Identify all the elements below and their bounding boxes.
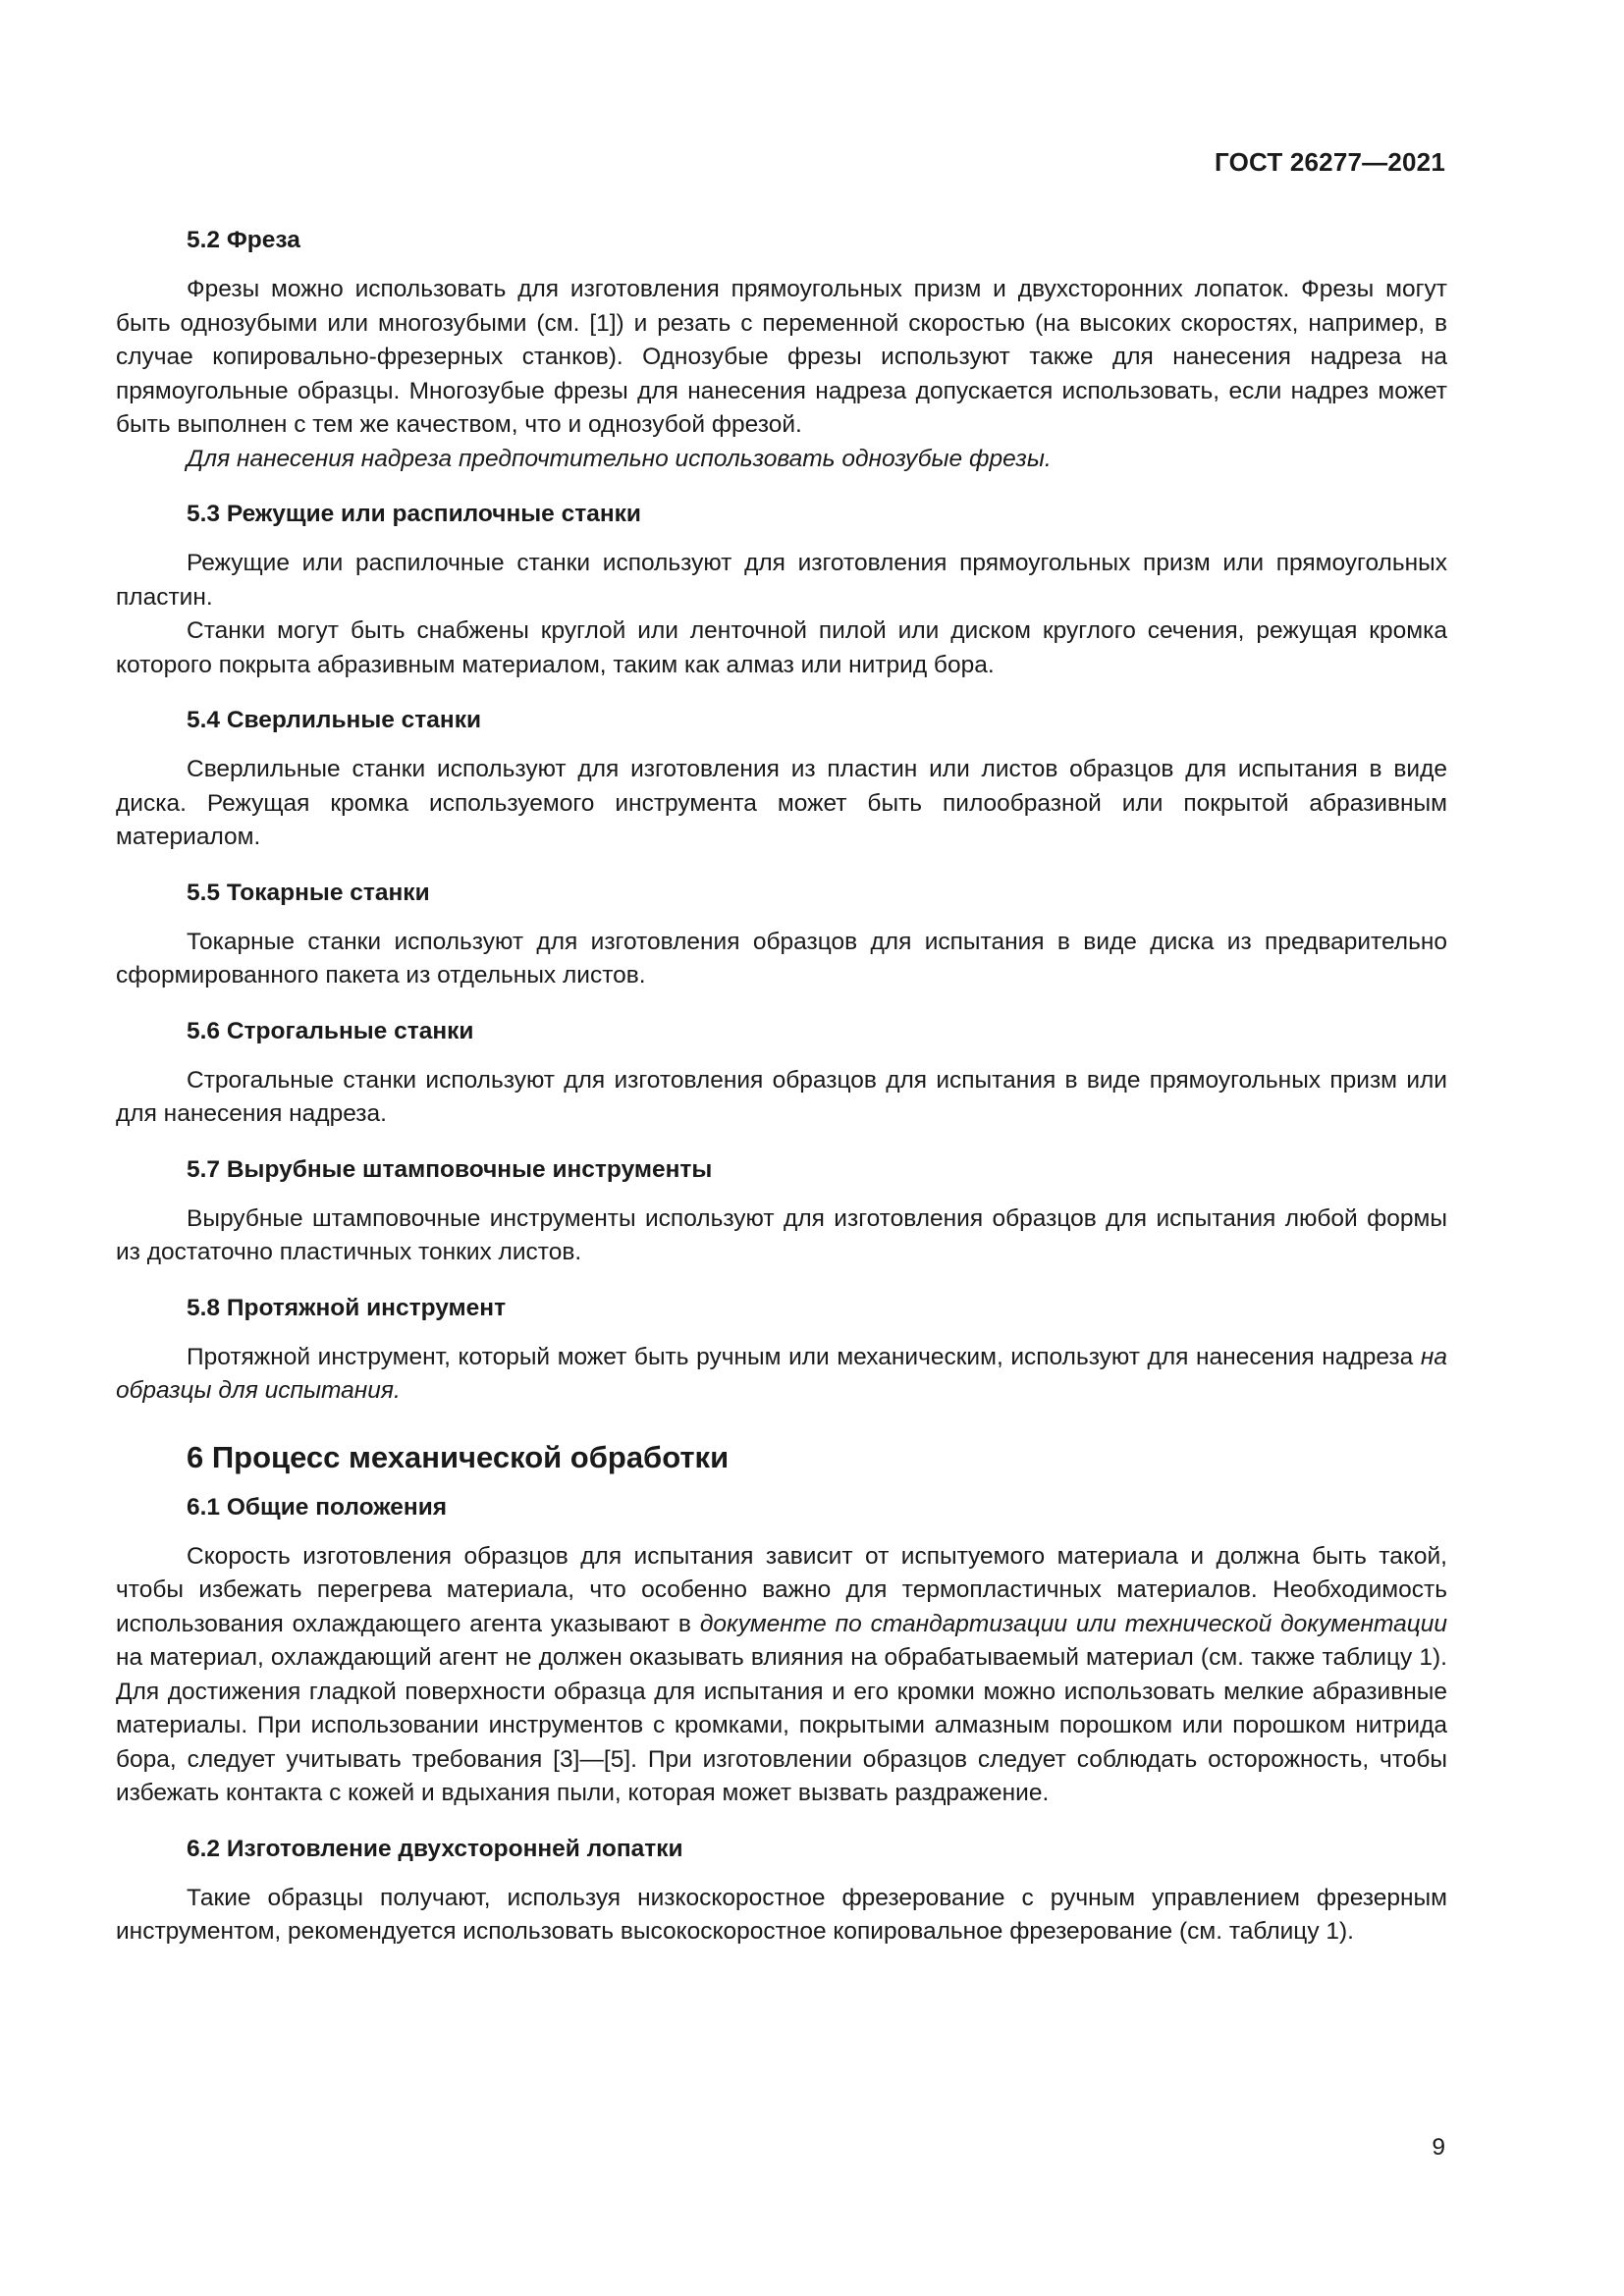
section-6-2 <box>116 1833 1447 1949</box>
document-code-header: ГОСТ 26277—2021 <box>1215 147 1445 177</box>
section-5-4-title: 5.4 Сверлильные станки <box>187 707 482 733</box>
section-5-7 <box>116 1153 1447 1270</box>
section-6-1-text-part-2: на материал, охлаждающий агент не должен оказывать влияния на обрабатываемый материал (см. также таблицу 1). Для достижения гладкой поверхности образца для испытания и его кромки можно использовать мелкие абразивные материалы. При использовании инструментов с кромками, покрытыми алмазным порошком или порошком нитрида бора, следует учитывать требования [3]—[5]. При изготовлении образцов следует соблюдать осторожность, чтобы избежать контакта с кожей и вдыхания пыли, которая может вызвать раздражение. <box>116 1644 1447 1806</box>
section-5-8-title: 5.8 Протяжной инструмент <box>187 1294 507 1321</box>
section-5-5-paragraph-1: Токарные станки используют для изготовления образцов для испытания в виде диска из предварительно сформированного пакета из отдельных листов. <box>116 928 1447 988</box>
section-5-6-paragraph-1: Строгальные станки используют для изготовления образцов для испытания в виде прямоугольных призм или для нанесения надреза. <box>116 1066 1447 1127</box>
section-5-5-title: 5.5 Токарные станки <box>187 879 430 906</box>
section-6-2-paragraph-1: Такие образцы получают, используя низкоскоростное фрезерование с ручным управлением фрезерным инструментом, рекомендуется использовать высокоскоростное копировальное фрезерование (см. таблицу 1). <box>116 1884 1447 1945</box>
page-number: 9 <box>1432 2134 1445 2161</box>
section-6-title: 6 Процесс механической обработки <box>187 1439 730 1474</box>
document-body <box>116 224 1447 1971</box>
section-6-2-title: 6.2 Изготовление двухсторонней лопатки <box>187 1835 683 1862</box>
section-6-1-text-italic: документе по стандартизации или технической документации <box>699 1610 1448 1637</box>
section-5-4-paragraph-1: Сверлильные станки используют для изготовления из пластин или листов образцов для испытания в виде диска. Режущая кромка используемого инструмента может быть пилообразной или покрытой абразивным материалом. <box>116 756 1447 850</box>
section-6-1-text-part-1: Скорость изготовления образцов для испытания зависит от испытуемого материала и должна быть такой, чтобы избежать перегрева материала, что особенно важно для термопластичных материалов. Необходимость использования охлаждающего агента указывают в <box>116 1542 1447 1637</box>
section-5-3 <box>116 498 1447 682</box>
section-5-5 <box>116 877 1447 993</box>
section-5-2-paragraph-1: Фрезы можно использовать для изготовления прямоугольных призм и двухсторонних лопаток. Фрезы могут быть однозубыми или многозубыми (см. [1]) и резать с переменной скоростью (на высоких скоростях, например, в случае копировально-фрезерных станков). Однозубые фрезы используют также для нанесения надреза на прямоугольные образцы. Многозубые фрезы для нанесения надреза допускается использовать, если надрез может быть выполнен с тем же качеством, что и однозубой фрезой. <box>116 276 1447 438</box>
section-5-3-title: 5.3 Режущие или распилочные станки <box>187 501 641 527</box>
section-5-4 <box>116 704 1447 855</box>
section-5-2 <box>116 224 1447 476</box>
section-5-7-paragraph-1: Вырубные штамповочные инструменты используют для изготовления образцов для испытания любой формы из достаточно пластичных тонких листов. <box>116 1204 1447 1265</box>
section-5-8-text-italic: на образцы для испытания. <box>116 1343 1447 1404</box>
section-5-2-title: 5.2 Фреза <box>187 227 300 253</box>
section-6-1 <box>116 1491 1447 1811</box>
section-6-1-paragraph-1 <box>116 1540 1447 1811</box>
section-5-3-paragraph-2: Станки могут быть снабжены круглой или ленточной пилой или диском круглого сечения, режущая кромка которого покрыта абразивным материалом, таким как алмаз или нитрид бора. <box>116 617 1447 678</box>
section-5-8-paragraph-1 <box>116 1341 1447 1409</box>
section-5-2-paragraph-2: Для нанесения надреза предпочтительно использовать однозубые фрезы. <box>187 445 1052 472</box>
section-5-3-paragraph-1: Режущие или распилочные станки используют для изготовления прямоугольных призм или прямоугольных пластин. <box>116 550 1447 611</box>
section-6-1-title: 6.1 Общие положения <box>187 1493 448 1521</box>
section-5-7-title: 5.7 Вырубные штамповочные инструменты <box>187 1155 713 1183</box>
section-5-8-text-regular: Протяжной инструмент, который может быть ручным или механическим, используют для нанесения надреза <box>187 1343 1421 1370</box>
section-5-8 <box>116 1292 1447 1409</box>
section-5-6 <box>116 1015 1447 1132</box>
section-5-6-title: 5.6 Строгальные станки <box>187 1017 474 1044</box>
